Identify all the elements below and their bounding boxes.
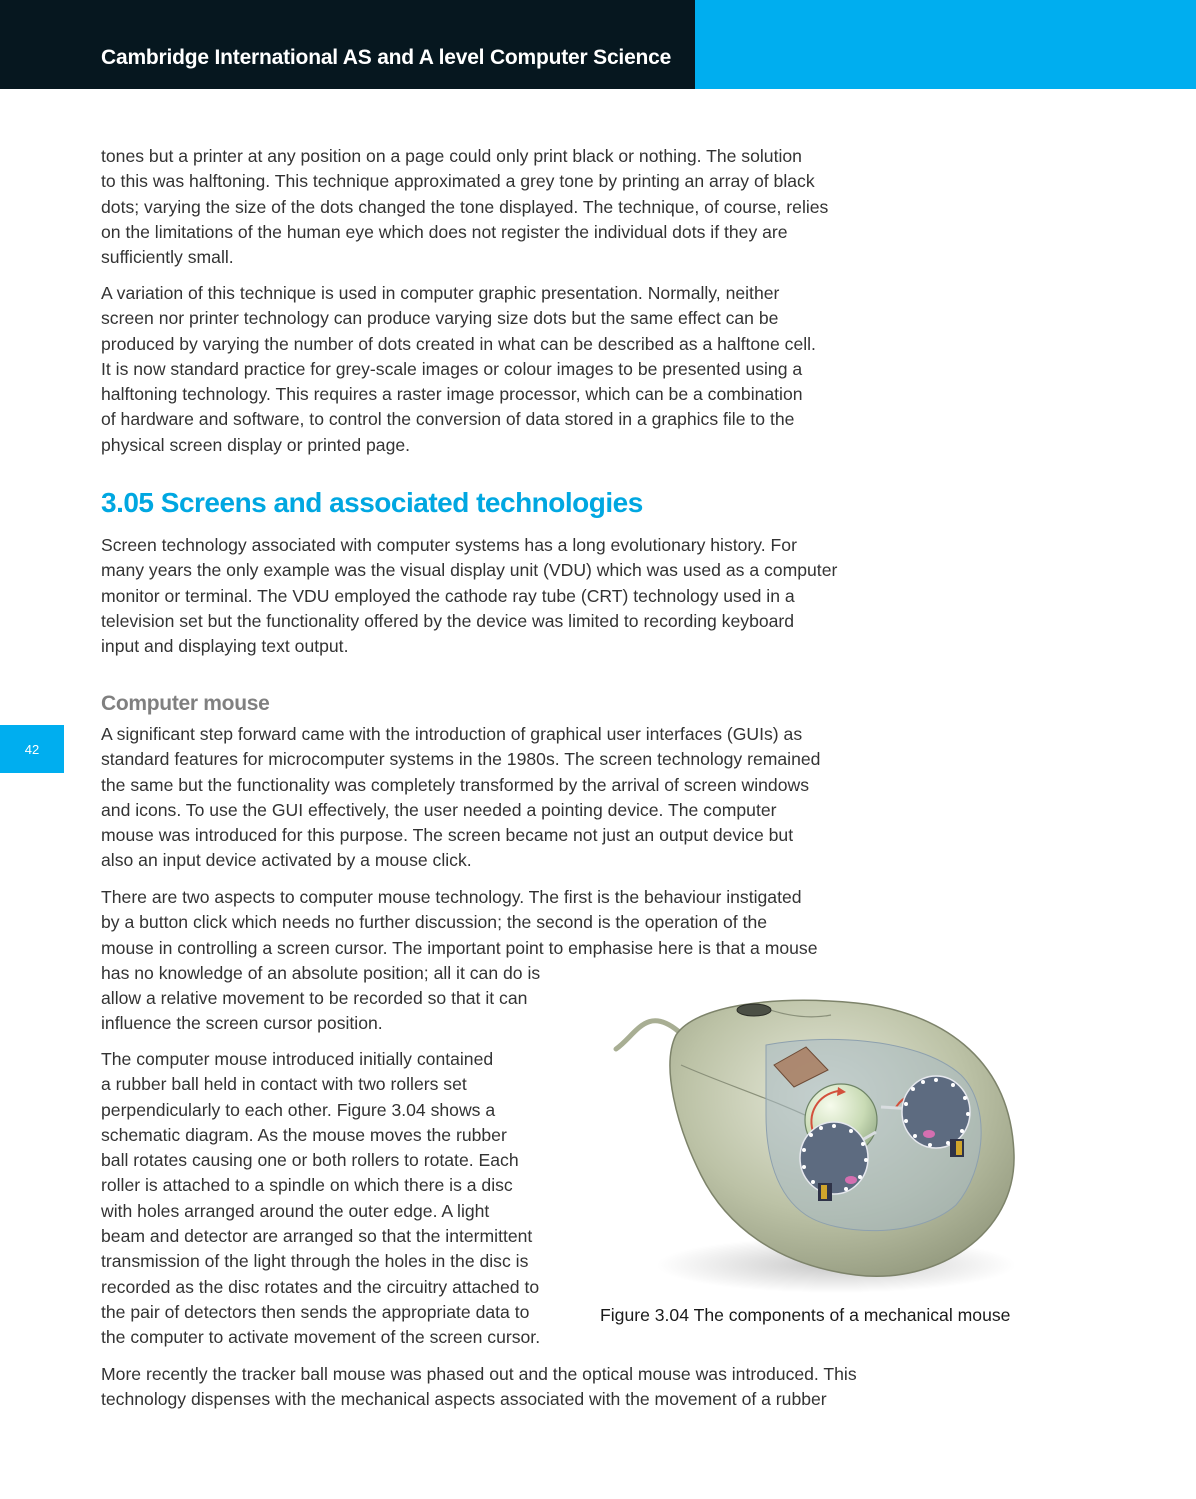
page-number-tab	[0, 725, 64, 773]
text-line: the computer to activate movement of the screen cursor.	[101, 1327, 541, 1348]
text-line: The computer mouse introduced initially contained	[101, 1049, 494, 1069]
text-line: with holes arranged around the outer edge. A light	[101, 1200, 490, 1221]
text-line: the pair of detectors then sends the appropriate data to	[101, 1301, 530, 1322]
text-line: a rubber ball held in contact with two rollers set	[101, 1074, 467, 1095]
mouse-cable	[616, 1021, 678, 1049]
text-line: A significant step forward came with the introduction of graphical user interfaces (GUIs) as	[101, 724, 803, 744]
text-line: screen nor printer technology can produce varying size dots but the same effect can be	[101, 308, 779, 329]
text-line: transmission of the light through the holes in the disc is	[101, 1251, 529, 1272]
text-line: the same but the functionality was completely transformed by the arrival of screen windows	[101, 774, 809, 795]
paragraph-gui	[101, 722, 820, 874]
text-line: tones but a printer at any position on a page could only print black or nothing. The solution	[101, 146, 802, 166]
text-line: many years the only example was the visual display unit (VDU) which was used as a computer	[101, 560, 838, 581]
paragraph-screen-technology	[101, 533, 837, 659]
page-number: 42	[24, 741, 40, 757]
text-line: sufficiently small.	[101, 247, 234, 268]
text-line: roller is attached to a spindle on which there is a disc	[101, 1175, 513, 1196]
text-line: allow a relative movement to be recorded so that it can	[101, 988, 528, 1009]
text-line: also an input device activated by a mouse click.	[101, 850, 472, 871]
text-line: beam and detector are arranged so that the intermittent	[101, 1226, 533, 1247]
encoder-disc-left	[800, 1122, 868, 1194]
text-line: schematic diagram. As the mouse moves the rubber	[101, 1124, 507, 1145]
text-line: perpendicularly to each other. Figure 3.04 shows a	[101, 1099, 496, 1120]
paragraph-halftoning	[101, 144, 828, 270]
text-line: input and displaying text output.	[101, 636, 349, 657]
section-heading: 3.05 Screens and associated technologies	[101, 487, 643, 518]
paragraph-mechanical-mouse	[101, 1047, 540, 1351]
light-source	[923, 1130, 935, 1138]
light-detector	[821, 1185, 827, 1199]
figure-caption: Figure 3.04 The components of a mechanical mouse	[600, 1305, 1011, 1325]
text-line: to this was halftoning. This technique approximated a grey tone by printing an array of black	[101, 171, 815, 192]
text-line: More recently the tracker ball mouse was phased out and the optical mouse was introduced. This	[101, 1364, 857, 1384]
text-line: monitor or terminal. The VDU employed the cathode ray tube (CRT) technology used in a	[101, 585, 795, 606]
paragraph-halftone-cell	[101, 281, 816, 458]
text-line: has no knowledge of an absolute position; all it can do is	[101, 962, 541, 983]
text-line: mouse was introduced for this purpose. The screen became not just an output device but	[101, 825, 794, 846]
text-line: halftoning technology. This requires a raster image processor, which can be a combination	[101, 384, 803, 405]
text-line: standard features for microcomputer systems in the 1980s. The screen technology remained	[101, 749, 821, 770]
text-line: physical screen display or printed page.	[101, 434, 411, 455]
text-line: Screen technology associated with computer systems has a long evolutionary history. For	[101, 535, 797, 555]
text-line: mouse in controlling a screen cursor. The important point to emphasise here is that a mouse	[101, 937, 818, 958]
light-detector	[956, 1141, 962, 1155]
text-line: on the limitations of the human eye which does not register the individual dots if they are	[101, 221, 788, 242]
scroll-wheel	[737, 1004, 771, 1016]
light-source	[845, 1176, 857, 1184]
text-line: produced by varying the number of dots created in what can be described as a halftone cell.	[101, 333, 816, 354]
text-line: There are two aspects to computer mouse technology. The first is the behaviour instigated	[101, 887, 802, 907]
text-line: by a button click which needs no further discussion; the second is the operation of the	[101, 912, 768, 933]
header-bar	[0, 0, 695, 89]
text-line: technology dispenses with the mechanical aspects associated with the movement of a rubber	[101, 1389, 827, 1410]
encoder-disc-right	[902, 1076, 970, 1148]
text-line: ball rotates causing one or both rollers to rotate. Each	[101, 1150, 519, 1171]
text-line: dots; varying the size of the dots changed the tone displayed. The technique, of course, relies	[101, 196, 829, 217]
subsection-heading: Computer mouse	[101, 692, 270, 715]
text-line: It is now standard practice for grey-scale images or colour images to be presented using a	[101, 358, 803, 379]
book-title: Cambridge International AS and A level Computer Science	[101, 46, 672, 69]
text-line: television set but the functionality offered by the device was limited to recording keyboard	[101, 610, 795, 631]
text-line: of hardware and software, to control the conversion of data stored in a graphics file to the	[101, 409, 795, 430]
text-line: and icons. To use the GUI effectively, the user needed a pointing device. The computer	[101, 799, 777, 820]
mechanical-mouse-illustration	[606, 995, 1026, 1295]
text-line: influence the screen cursor position.	[101, 1013, 383, 1034]
text-line: recorded as the disc rotates and the circuitry attached to	[101, 1276, 540, 1297]
paragraph-optical-mouse	[101, 1362, 857, 1413]
text-line: A variation of this technique is used in computer graphic presentation. Normally, neither	[101, 283, 780, 303]
header-accent-block	[695, 0, 1196, 89]
